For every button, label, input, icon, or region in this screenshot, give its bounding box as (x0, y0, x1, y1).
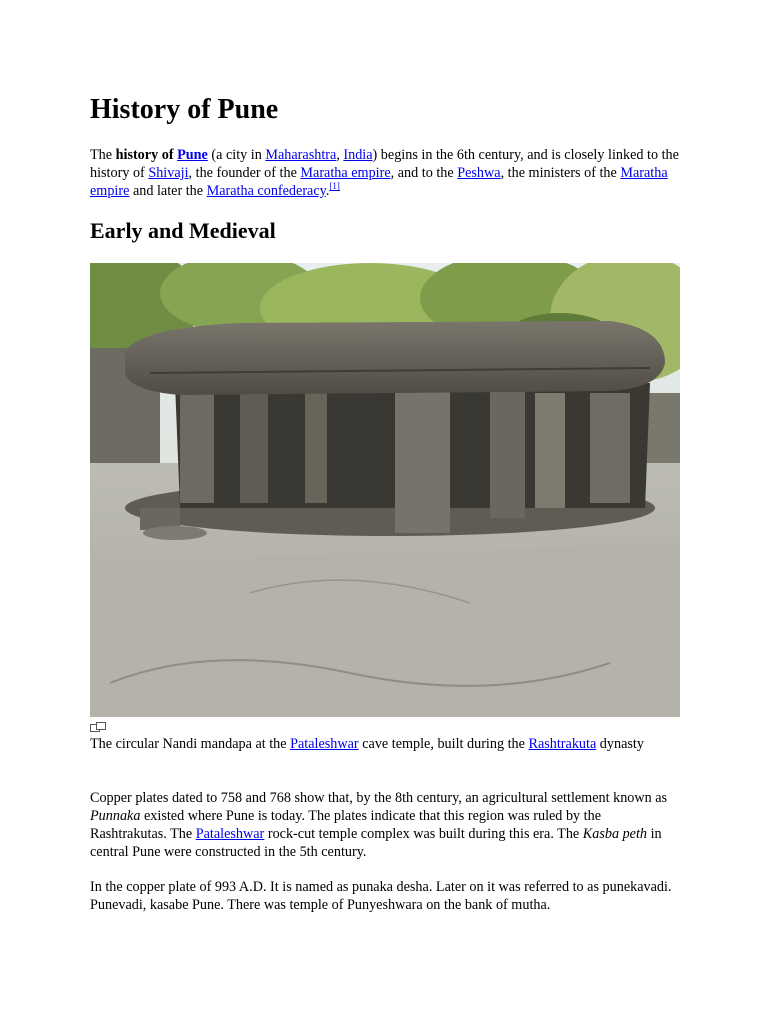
intro-paragraph (90, 146, 680, 200)
intro-text: and later the (129, 183, 207, 199)
intro-bold: history of (115, 147, 178, 163)
body-text: existed where Pune is today. The plates indicate that this region was ruled by the Rashtrakutas. The (90, 808, 602, 842)
italic-term: Punnaka (90, 808, 141, 824)
page-title: History of Pune (90, 94, 279, 125)
body-text: Copper plates dated to 758 and 768 show that, by the 8th century, an agricultural settlement known as (90, 790, 668, 806)
link-rashtrakuta[interactable]: Rashtrakuta (528, 736, 597, 752)
body-text: rock-cut temple complex was built during this era. The (264, 826, 583, 842)
nandi-mandapa-image (90, 263, 680, 717)
intro-text: ) begins in the 6th century, and is closely linked to the history of (90, 147, 679, 181)
intro-text: , the ministers of the (500, 165, 621, 181)
reference-link[interactable]: [1] (329, 181, 340, 191)
temple-photo[interactable] (90, 263, 680, 717)
link-pune[interactable] (177, 147, 208, 163)
intro-text: , (336, 147, 344, 163)
figure-caption (90, 735, 680, 753)
intro-text: (a city in (207, 147, 266, 163)
caption-text: dynasty (596, 736, 644, 752)
link-india[interactable]: India (343, 147, 373, 163)
caption-text: The circular Nandi mandapa at the (90, 736, 291, 752)
copper-plates-paragraph (90, 789, 680, 861)
italic-term: Kasba peth (582, 826, 648, 842)
link-pataleshwar[interactable]: Pataleshwar (290, 736, 359, 752)
link-maratha-confederacy[interactable]: Maratha confederacy (206, 183, 326, 199)
magnify-icon[interactable] (90, 722, 106, 734)
copper-plate-993-paragraph: In the copper plate of 993 A.D. It is named as punaka desha. Later on it was referred to as punekavadi. Punevadi, kasabe Pune. There was temple of Punyeshwara on the bank of mutha. (90, 879, 672, 913)
intro-text: The (90, 147, 116, 163)
link-pune-label: Pune (177, 147, 208, 163)
intro-text: . (325, 183, 330, 199)
link-maharashtra[interactable]: Maharashtra (265, 147, 337, 163)
caption-text: cave temple, built during the (358, 736, 529, 752)
link-shivaji[interactable]: Shivaji (148, 165, 189, 181)
body-text: in central Pune were constructed in the 5th century. (90, 826, 662, 860)
link-peshwa[interactable]: Peshwa (457, 165, 501, 181)
intro-text: , and to the (390, 165, 458, 181)
link-pataleshwar[interactable]: Pataleshwar (195, 826, 265, 842)
link-maratha-empire[interactable]: Maratha empire (90, 165, 668, 199)
link-maratha-empire[interactable]: Maratha empire (300, 165, 391, 181)
section-heading: Early and Medieval (90, 218, 276, 243)
intro-text: , the founder of the (188, 165, 301, 181)
